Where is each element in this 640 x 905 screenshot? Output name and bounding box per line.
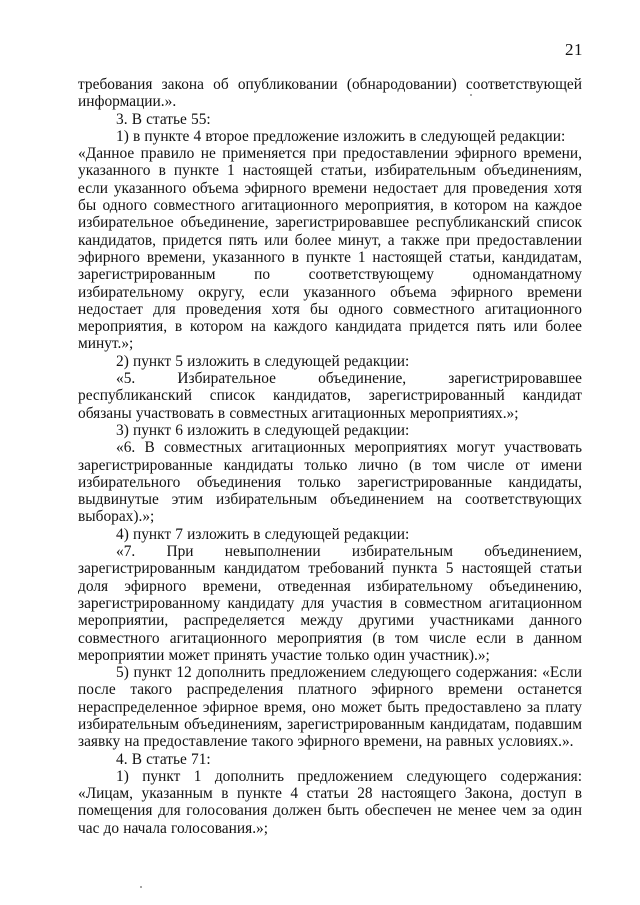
paragraph: 1) пункт 1 дополнить предложением следующего содержания: «Лицам, указанным в пункте 4 статьи 28 настоящего Закона, доступ в помещения для голосования должен быть обеспечен не менее чем за один час до начала голосования.»; bbox=[78, 767, 582, 837]
scan-speck bbox=[470, 94, 472, 96]
paragraph: требования закона об опубликовании (обнародовании) соответствующей информации.». bbox=[78, 76, 582, 111]
page-number: 21 bbox=[565, 40, 583, 59]
paragraph: 4) пункт 7 изложить в следующей редакции: bbox=[116, 525, 410, 543]
quoted-paragraph: «Данное правило не применяется при предоставлении эфирного времени, указанного в пункте 1 настоящей статьи, избирательным объединениям, если указанного объема эфирного времени недостает для проведения хотя бы одного совместного агитационного мероприятия, в котором на каждое избирательное объединение, зарегистрировавшее республиканский список кандидатов, придется пять или более минут, а также при предоставлении эфирного времени, указанного в пункте 1 настоящей статьи, кандидатам, зарегистрированным по соответствующему одномандатному избирательному округу, если указанного объема эфирного времени недостает для проведения хотя бы одного совместного агитационного мероприятия, в котором на каждого кандидата придется пять или более минут.»; bbox=[78, 145, 582, 353]
section-heading: 4. В статье 71: bbox=[116, 750, 211, 768]
quoted-paragraph: «5. Избирательное объединение, зарегистрировавшее республиканский список кандидатов, зарегистрированный кандидат обязаны участвовать в совместных агитационных мероприятиях.»; bbox=[78, 370, 582, 422]
paragraph: 5) пункт 12 дополнить предложением следующего содержания: «Если после такого распределения платного эфирного времени останется нераспределенное эфирное время, оно может быть предоставлено за плату избирательным объединениям, зарегистрированным кандидатам, подавшим заявку на предоставление такого эфирного времени, на равных условиях.». bbox=[78, 664, 582, 751]
section-heading: 3. В статье 55: bbox=[116, 110, 211, 128]
quoted-paragraph: «7. При невыполнении избирательным объединением, зарегистрированным кандидатом требований пункта 5 настоящей статьи доля эфирного времени, отведенная избирательному объединению, зарегистрированному кандидату для участия в совместном агитационном мероприятии, распределяется между другими участниками данного совместного агитационного мероприятия (в том числе если в данном мероприятии может принять участие только один участник).»; bbox=[78, 543, 582, 664]
paragraph: 3) пункт 6 изложить в следующей редакции: bbox=[116, 421, 410, 439]
quoted-paragraph: «6. В совместных агитационных мероприятиях могут участвовать зарегистрированные кандидаты только лично (в том числе от имени избирательного объединения только зарегистрированные кандидаты, выдвинутые этим избирательным объединением на соответствующих выборах).»; bbox=[78, 439, 582, 526]
paragraph: 1) в пункте 4 второе предложение изложить в следующей редакции: bbox=[116, 127, 566, 145]
scan-speck bbox=[140, 886, 142, 888]
paragraph: 2) пункт 5 изложить в следующей редакции: bbox=[116, 352, 410, 370]
document-body bbox=[78, 76, 582, 837]
